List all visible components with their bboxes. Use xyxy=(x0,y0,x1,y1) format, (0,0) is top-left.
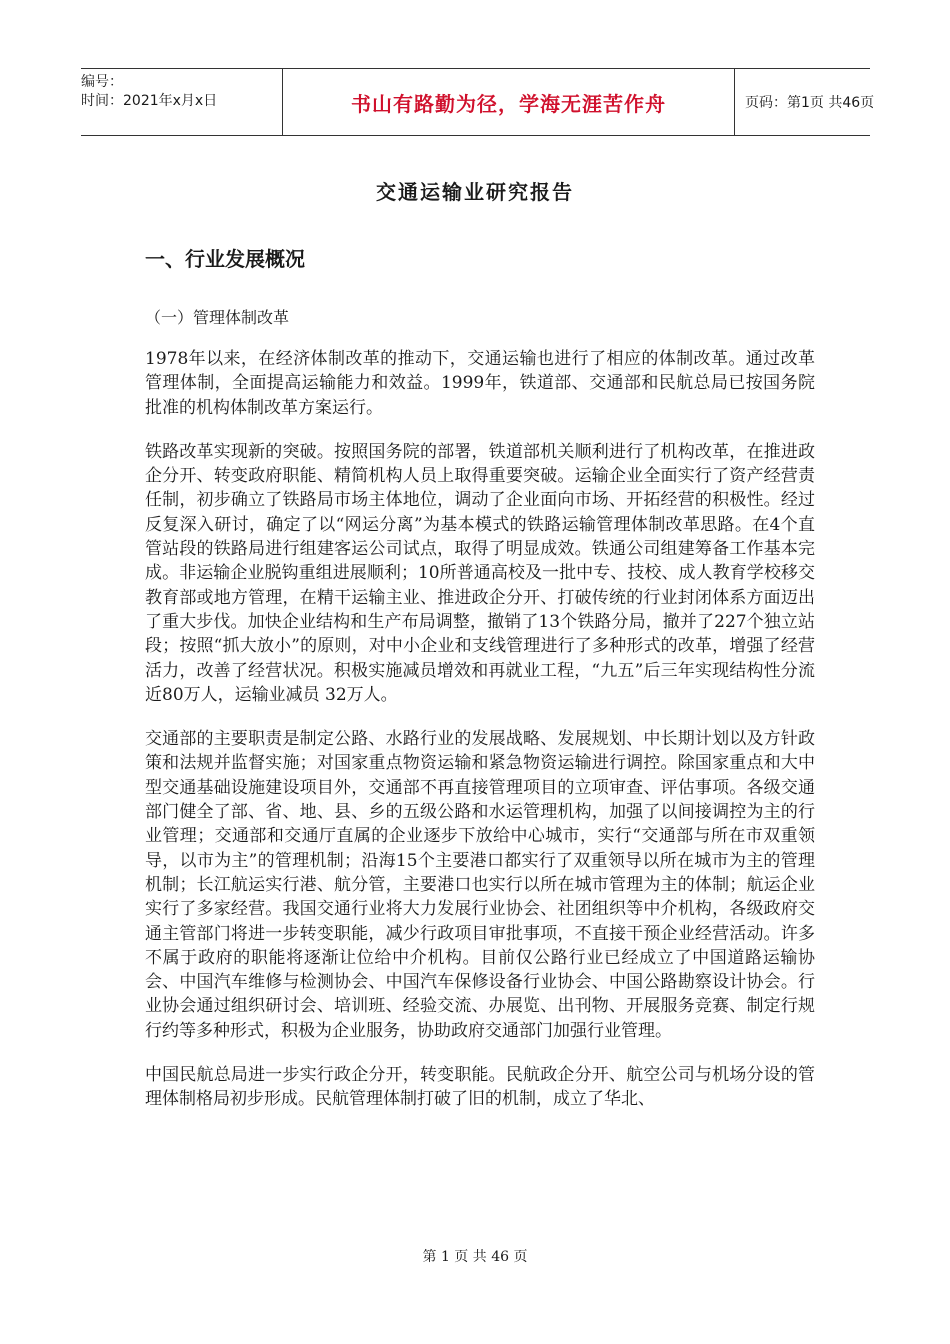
page-footer: 第 1 页 共 46 页 xyxy=(422,1249,528,1265)
header-meta xyxy=(81,69,281,139)
body-paragraph-3: 交通部的主要职责是制定公路、水路行业的发展战略、发展规划、中长期计划以及方针政策和法规并监督实施；对国家重点物资运输和紧急物资运输进行调控。除国家重点和大中型交通基础设施建设项目外，交通部不再直接管理项目的立项审查、评估事项。各级交通部门健全了部、省、地、县、乡的五级公路和水运管理机构，加强了以间接调控为主的行业管理；交通部和交通厅直属的企业逐步下放给中心城市，实行“交通部与所在市双重领导，以市为主”的管理机制；沿海15个主要港口都实行了双重领导以所在城市为主的管理机制；长江航运实行港、航分管，主要港口也实行以所在城市管理为主的体制；航运企业实行了多家经营。我国交通行业将大力发展行业协会、社团组织等中介机构，各级政府交通主管部门将进一步转变职能，减少行政项目审批事项，不直接干预企业经营活动。许多不属于政府的职能将逐渐让位给中介机构。目前仅公路行业已经成立了中国道路运输协会、中国汽车维修与检测协会、中国汽车保修设备行业协会、中国公路勘察设计协会。行业协会通过组织研讨会、培训班、经验交流、办展览、出刊物、开展服务竞赛、制定行规行约等多种形式，积极为企业服务，协助政府交通部门加强行业管理。 xyxy=(145,729,815,1041)
document-body xyxy=(145,347,815,1132)
header-page-info: 页码：第1页 共46页 xyxy=(745,95,875,111)
document-title: 交通运输业研究报告 xyxy=(376,180,574,204)
body-paragraph-1: 1978年以来，在经济体制改革的推动下，交通运输也进行了相应的体制改革。通过改革管理体制，全面提高运输能力和效益。1999年，铁道部、交通部和民航总局已按国务院批准的机构体制改革方案运行。 xyxy=(145,349,815,418)
doc-number-label: 编号： xyxy=(81,74,123,90)
body-paragraph-2: 铁路改革实现新的突破。按照国务院的部署，铁道部机关顺利进行了机构改革，在推进政企分开、转变政府职能、精简机构人员上取得重要突破。运输企业全面实行了资产经营责任制，初步确立了铁路局市场主体地位，调动了企业面向市场、开拓经营的积极性。经过反复深入研讨，确定了以“网运分离”为基本模式的铁路运输管理体制改革思路。在4个直管站段的铁路局进行组建客运公司试点，取得了明显成效。铁通公司组建筹备工作基本完成。非运输企业脱钩重组进展顺利；10所普通高校及一批中专、技校、成人教育学校移交教育部或地方管理，在精干运输主业、推进政企分开、打破传统的行业封闭体系方面迈出了重大步伐。加快企业结构和生产布局调整，撤销了13个铁路分局，撤并了227个独立站段；按照“抓大放小”的原则，对中小企业和支线管理进行了多种形式的改革，增强了经营活力，改善了经营状况。积极实施减员增效和再就业工程，“九五”后三年实现结构性分流近80万人，运输业减员 32万人。 xyxy=(145,441,815,705)
body-paragraph-4: 中国民航总局进一步实行政企分开，转变职能。民航政企分开、航空公司与机场分设的管理体制格局初步形成。民航管理体制打破了旧的机制，成立了华北、 xyxy=(145,1065,815,1110)
section-heading: 一、行业发展概况 xyxy=(145,247,305,271)
doc-date: 时间：2021年x月x日 xyxy=(81,93,218,109)
page-header xyxy=(81,68,875,136)
header-motto: 书山有路勤为径，学海无涯苦作舟 xyxy=(282,69,735,135)
subsection-heading: （一）管理体制改革 xyxy=(145,308,290,327)
